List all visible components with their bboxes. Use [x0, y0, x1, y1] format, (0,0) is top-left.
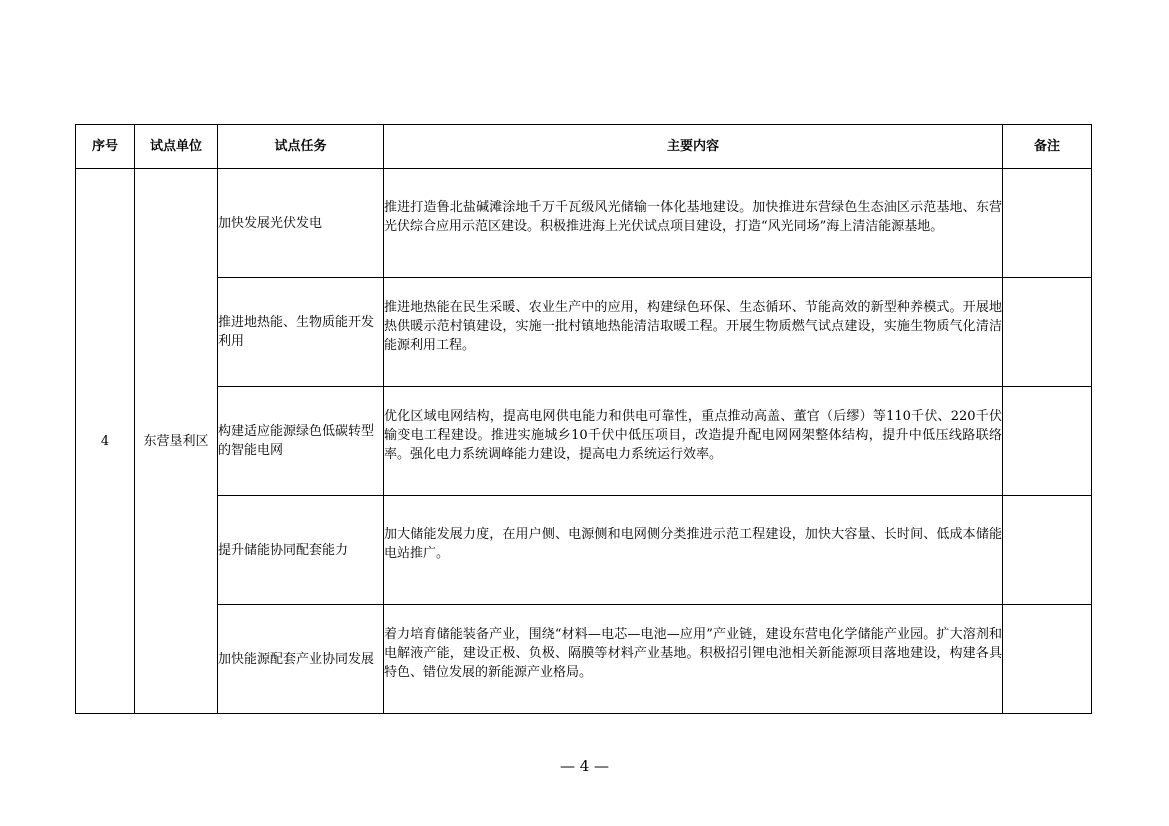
content-cell: [384, 605, 1003, 714]
content-cell: [384, 496, 1003, 605]
note-cell: [1003, 278, 1092, 387]
table-row: [76, 605, 1092, 714]
table-row: [76, 496, 1092, 605]
content-cell: [384, 278, 1003, 387]
note-cell: [1003, 387, 1092, 496]
task-cell: 构建适应能源绿色低碳转型的智能电网: [218, 387, 384, 496]
note-cell: [1003, 169, 1092, 278]
page-number: — 4 —: [559, 757, 610, 775]
header-content: 主要内容: [384, 125, 1003, 169]
header-seq: 序号: [76, 125, 135, 169]
pilot-task-table: [75, 124, 1092, 714]
table-row: [76, 278, 1092, 387]
table-row: [76, 169, 1092, 278]
content-text: 推进打造鲁北盐碱滩涂地千万千瓦级风光储输一体化基地建设。加快推进东营绿色生态油区示范基地、东营光伏综合应用示范区建设。积极推进海上光伏试点项目建设，打造“风光同场”海上清洁能源基地。: [384, 200, 1002, 234]
task-cell: 加快能源配套产业协同发展: [218, 605, 384, 714]
unit-cell: 东营垦利区: [135, 169, 218, 714]
note-cell: [1003, 605, 1092, 714]
content-cell: [384, 387, 1003, 496]
content-cell: [384, 169, 1003, 278]
content-text: 优化区域电网结构，提高电网供电能力和供电可靠性，重点推动高盖、董官（后缪）等110千伏、220千伏输变电工程建设。推进实施城乡10千伏中低压项目，改造提升配电网网架整体结构，提升中低压线路联络率。强化电力系统调峰能力建设，提高电力系统运行效率。: [384, 408, 1002, 462]
seq-cell: 4: [76, 169, 135, 714]
table-header-row: [76, 125, 1092, 169]
table-row: [76, 387, 1092, 496]
header-unit: 试点单位: [135, 125, 218, 169]
note-cell: [1003, 496, 1092, 605]
task-cell: 推进地热能、生物质能开发利用: [218, 278, 384, 387]
task-cell: 提升储能协同配套能力: [218, 496, 384, 605]
header-task: 试点任务: [218, 125, 384, 169]
content-text: 推进地热能在民生采暖、农业生产中的应用，构建绿色环保、生态循环、节能高效的新型种养模式。开展地热供暖示范村镇建设，实施一批村镇地热能清洁取暖工程。开展生物质燃气试点建设，实施生物质气化清洁能源利用工程。: [384, 299, 1002, 353]
header-note: 备注: [1003, 125, 1092, 169]
task-cell: 加快发展光伏发电: [218, 169, 384, 278]
content-text: 着力培育储能装备产业，围绕“材料—电芯—电池—应用”产业链，建设东营电化学储能产业园。扩大溶剂和电解液产能，建设正极、负极、隔膜等材料产业基地。积极招引锂电池相关新能源项目落地建设，构建各具特色、错位发展的新能源产业格局。: [384, 626, 1002, 680]
content-text: 加大储能发展力度，在用户侧、电源侧和电网侧分类推进示范工程建设，加快大容量、长时间、低成本储能电站推广。: [384, 527, 1002, 561]
